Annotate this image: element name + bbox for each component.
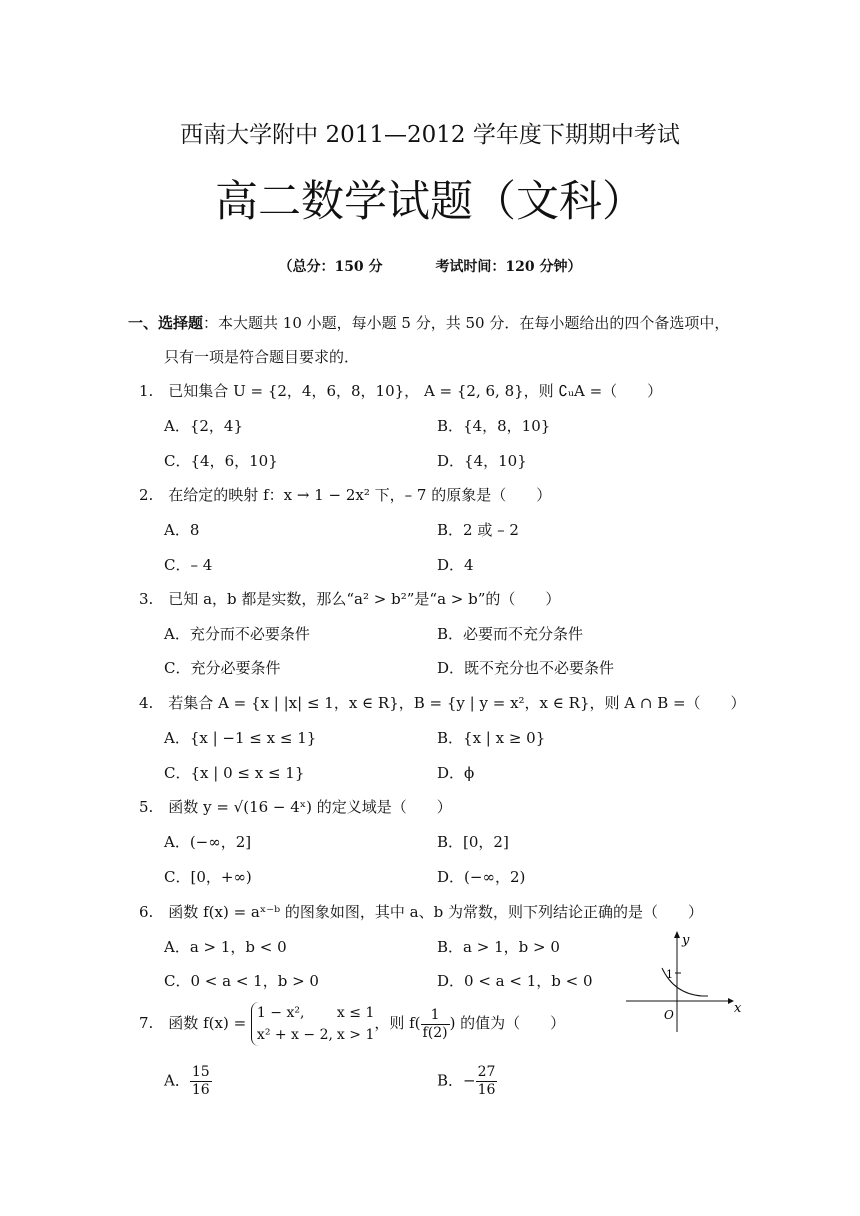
q5-option-b: B．[0，2] (437, 833, 509, 851)
q6-option-a: A．a > 1，b < 0 (164, 938, 287, 956)
exam-time: 考试时间：120 分钟） (435, 259, 582, 275)
q2-option-a: A．8 (164, 521, 200, 539)
q5-option-d: D．(−∞，2) (437, 868, 526, 886)
q7-option-a-fraction (190, 1064, 212, 1099)
question-1-stem: 1. 已知集合 U = {2，4，6，8，10}， A = {2, 6, 8}，则 ∁ᵤA =（ ） (139, 382, 663, 400)
q7-option-b (437, 1064, 497, 1099)
q7-suffix: ) 的值为（ ） (449, 1014, 566, 1032)
case2-expr: x² + x − 2, (256, 1027, 333, 1043)
inner-den: f(2) (422, 1024, 448, 1041)
q5-option-c: C．[0，+∞) (164, 868, 252, 886)
q1-option-a: A．{2，4} (164, 417, 244, 435)
q3-option-b: B．必要而不充分条件 (437, 625, 584, 643)
q2-option-c: C．– 4 (164, 556, 213, 574)
section-label: 一、选择题 (128, 314, 204, 332)
section-text-2: 只有一项是符合题目要求的． (164, 348, 360, 366)
q7-prefix: 7. 函数 f(x) = (139, 1014, 247, 1032)
question-5-stem: 5. 函数 y = √(16 − 4ˣ) 的定义域是（ ） (139, 798, 452, 816)
q7-mid: ，则 f( (374, 1014, 421, 1032)
q2-option-d: D．4 (437, 556, 474, 574)
q7-a-den: 16 (191, 1082, 210, 1098)
paper-title: 高二数学试题（文科） (215, 177, 645, 227)
section-text-1: ：本大题共 10 小题，每小题 5 分，共 50 分．在每小题给出的四个备选项中， (203, 314, 730, 332)
q5-option-a: A．(−∞，2] (164, 833, 252, 851)
q1-option-c: C．{4，6，10} (164, 452, 278, 470)
question-6-stem: 6. 函数 f(x) = aˣ⁻ᵇ 的图象如图，其中 a、b 为常数，则下列结论正确的是（ ） (139, 903, 703, 921)
case1-expr: 1 − x², (256, 1005, 305, 1021)
q1-option-b: B．{4，8，10} (437, 417, 551, 435)
q4-option-a: A．{x | −1 ≤ x ≤ 1} (164, 729, 317, 747)
total-score: （总分：150 分 (278, 259, 383, 275)
q7-option-b-fraction (476, 1064, 498, 1099)
school-exam-title: 西南大学附中 2011—2012 学年度下期期中考试 (180, 122, 680, 148)
q3-option-c: C．充分必要条件 (164, 659, 281, 677)
q7-b-den: 16 (477, 1082, 496, 1098)
tick-one-label: 1 (666, 968, 673, 981)
piecewise-function (251, 1002, 374, 1046)
question-7-stem (139, 1002, 565, 1046)
q1-option-d: D．{4，10} (437, 452, 527, 470)
question-3-stem: 3. 已知 a，b 都是实数，那么“a² > b²”是“a > b”的（ ） (139, 590, 561, 608)
q7-option-b-label: B．− (437, 1071, 476, 1090)
inner-num: 1 (421, 1007, 450, 1025)
exponential-graph (622, 926, 746, 1036)
q7-a-num: 15 (191, 1064, 210, 1080)
origin-label: O (664, 1008, 674, 1022)
y-axis-label: y (682, 933, 690, 948)
exam-meta (0, 256, 860, 276)
q3-option-a: A．充分而不必要条件 (164, 625, 310, 643)
q4-option-c: C．{x | 0 ≤ x ≤ 1} (164, 764, 305, 782)
q3-option-d: D．既不充分也不必要条件 (437, 659, 615, 677)
q4-option-d: D．ϕ (437, 764, 475, 782)
x-axis-label: x (734, 1001, 742, 1016)
q7-b-num: 27 (477, 1064, 496, 1080)
q7-option-a-label: A． (164, 1071, 190, 1090)
q7-option-a (164, 1064, 212, 1099)
inner-fraction (421, 1007, 450, 1042)
q6-option-b: B．a > 1，b > 0 (437, 938, 560, 956)
case2-cond: x > 1 (336, 1027, 375, 1043)
q2-option-b: B．2 或 – 2 (437, 521, 519, 539)
q6-option-d: D．0 < a < 1，b < 0 (437, 972, 593, 990)
case1-cond: x ≤ 1 (336, 1005, 375, 1021)
question-2-stem: 2. 在给定的映射 f：x → 1 − 2x² 下，– 7 的原象是（ ） (139, 486, 552, 504)
q4-option-b: B．{x | x ≥ 0} (437, 729, 546, 747)
question-4-stem: 4. 若集合 A = {x | |x| ≤ 1，x ∈ R}，B = {y | y = x²，x ∈ R}，则 A ∩ B =（ ） (139, 694, 746, 712)
section-heading (128, 312, 729, 333)
q6-option-c: C．0 < a < 1，b > 0 (164, 972, 319, 990)
y-axis-arrow (674, 931, 680, 938)
